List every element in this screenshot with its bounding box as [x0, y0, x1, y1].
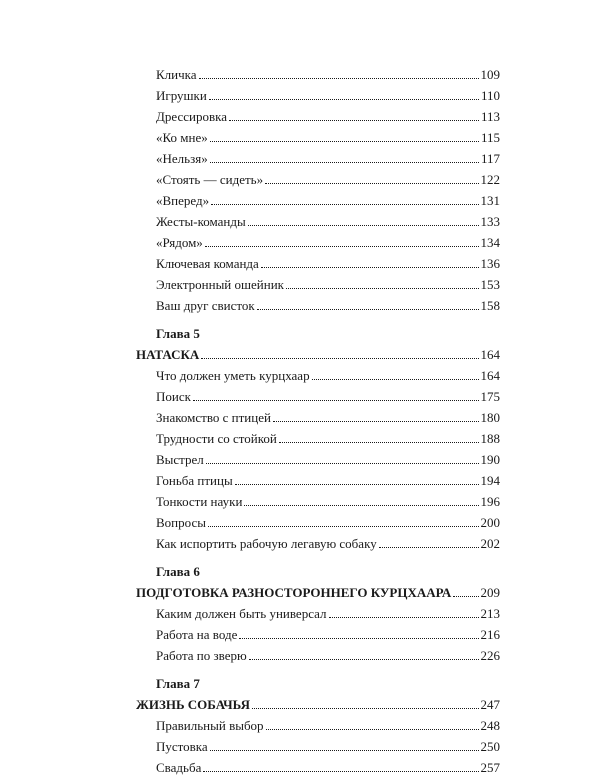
toc-page-number: 213 [480, 606, 500, 621]
toc-part-row [0, 344, 600, 365]
chapter-label: Глава 5 [156, 326, 200, 341]
chapter-label: Глава 6 [156, 564, 200, 579]
dot-leader [193, 400, 479, 401]
toc-page-number: 122 [480, 172, 500, 187]
toc-entry-title: Тонкости науки [156, 494, 243, 509]
toc-entry-row [0, 274, 600, 295]
toc-entry-title: Жесты-команды [156, 214, 246, 229]
chapter-label: Глава 7 [156, 676, 200, 691]
toc-part-row [0, 694, 600, 715]
toc-entry-row [0, 645, 600, 666]
toc-entry-row [0, 190, 600, 211]
toc-page-number: 136 [480, 256, 500, 271]
toc-page-number: 175 [480, 389, 500, 404]
section-gap [0, 316, 600, 323]
chapter-heading [0, 323, 600, 344]
toc-entry-row [0, 232, 600, 253]
section-gap [0, 554, 600, 561]
toc-entry-title: Трудности со стойкой [156, 431, 277, 446]
toc-page-number: 188 [480, 431, 500, 446]
dot-leader [229, 120, 479, 121]
toc-entry-row [0, 295, 600, 316]
toc-page-number: 200 [480, 515, 500, 530]
dot-leader [235, 484, 479, 485]
toc-page-number: 194 [480, 473, 500, 488]
toc-entry-row [0, 757, 600, 778]
toc-page-number: 131 [480, 193, 500, 208]
dot-leader [286, 288, 479, 289]
toc-page-number: 250 [480, 739, 500, 754]
toc-entry-row [0, 169, 600, 190]
dot-leader [265, 183, 478, 184]
toc-page-number: 134 [480, 235, 500, 250]
dot-leader [279, 442, 479, 443]
toc-entry-row [0, 603, 600, 624]
toc-entry-title: Кличка [156, 67, 197, 82]
toc-entry-row [0, 624, 600, 645]
toc-page-number: 115 [480, 130, 500, 145]
dot-leader [244, 505, 478, 506]
dot-leader [239, 638, 478, 639]
dot-leader [379, 547, 479, 548]
toc-page-number: 248 [480, 718, 500, 733]
toc-entry-row [0, 470, 600, 491]
toc-page-number: 209 [480, 585, 500, 600]
dot-leader [206, 463, 479, 464]
toc-page-number: 158 [480, 298, 500, 313]
toc-page-number: 133 [480, 214, 500, 229]
toc-entry-title: ЖИЗНЬ СОБАЧЬЯ [136, 697, 250, 712]
toc-entry-title: Дрессировка [156, 109, 227, 124]
toc-page-number: 164 [480, 347, 500, 362]
dot-leader [261, 267, 479, 268]
toc-entry-title: Ключевая команда [156, 256, 259, 271]
toc-entry-row [0, 407, 600, 428]
toc-entry-title: Ваш друг свисток [156, 298, 255, 313]
dot-leader [209, 99, 479, 100]
toc-entry-title: Знакомство с птицей [156, 410, 271, 425]
toc-entry-row [0, 736, 600, 757]
dot-leader [248, 225, 479, 226]
toc-entry-row [0, 491, 600, 512]
toc-page-number: 190 [480, 452, 500, 467]
chapter-heading [0, 561, 600, 582]
toc-entry-title: «Ко мне» [156, 130, 208, 145]
toc-page-number: 202 [480, 536, 500, 551]
toc-entry-title: Гоньба птицы [156, 473, 233, 488]
dot-leader [210, 162, 479, 163]
chapter-heading [0, 673, 600, 694]
toc-page-number: 164 [480, 368, 500, 383]
section-gap [0, 666, 600, 673]
toc-page-number: 180 [480, 410, 500, 425]
toc-entry-title: Правильный выбор [156, 718, 264, 733]
dot-leader [199, 78, 479, 79]
toc-entry-title: Электронный ошейник [156, 277, 284, 292]
dot-leader [203, 771, 478, 772]
dot-leader [273, 421, 479, 422]
toc-entry-row [0, 449, 600, 470]
dot-leader [210, 750, 479, 751]
toc-entry-row [0, 253, 600, 274]
toc-page-number: 113 [480, 109, 500, 124]
toc-entry-title: Что должен уметь курцхаар [156, 368, 310, 383]
toc-entry-row [0, 428, 600, 449]
toc-entry-title: НАТАСКА [136, 347, 200, 362]
toc-entry-row [0, 148, 600, 169]
dot-leader [205, 246, 479, 247]
toc-page-number: 117 [480, 151, 500, 166]
toc-part-row [0, 582, 600, 603]
toc-entry-title: «Вперед» [156, 193, 210, 208]
toc-entry-title: «Рядом» [156, 235, 203, 250]
toc-entry-title: «Стоять — сидеть» [156, 172, 264, 187]
toc-entry-title: Каким должен быть универсал [156, 606, 327, 621]
dot-leader [252, 708, 479, 709]
toc-entry-title: «Нельзя» [156, 151, 208, 166]
toc-page-number: 196 [480, 494, 500, 509]
toc-page-number: 216 [480, 627, 500, 642]
toc-entry-title: Работа по зверю [156, 648, 247, 663]
toc-entry-row [0, 85, 600, 106]
toc-entry-title: Поиск [156, 389, 191, 404]
toc-entry-title: Пустовка [156, 739, 208, 754]
toc-page-number: 110 [480, 88, 500, 103]
dot-leader [266, 729, 479, 730]
dot-leader [257, 309, 479, 310]
toc-entry-row [0, 106, 600, 127]
toc-entry-title: Свадьба [156, 760, 202, 775]
dot-leader [249, 659, 479, 660]
toc-entry-title: Игрушки [156, 88, 207, 103]
toc-entry-row [0, 64, 600, 85]
dot-leader [201, 358, 478, 359]
toc-entry-row [0, 533, 600, 554]
toc-page-number: 153 [480, 277, 500, 292]
toc-entry-title: Работа на воде [156, 627, 238, 642]
dot-leader [210, 141, 479, 142]
toc-page-number: 257 [480, 760, 500, 775]
toc-page-number: 226 [480, 648, 500, 663]
dot-leader [329, 617, 479, 618]
toc-entry-title: Как испортить рабочую легавую собаку [156, 536, 377, 551]
toc-entry-row [0, 715, 600, 736]
toc-entry-row [0, 211, 600, 232]
table-of-contents [0, 64, 600, 778]
toc-entry-title: ПОДГОТОВКА РАЗНОСТОРОННЕГО КУРЦХААРА [136, 585, 452, 600]
toc-entry-row [0, 512, 600, 533]
dot-leader [208, 526, 479, 527]
dot-leader [453, 596, 478, 597]
toc-entry-row [0, 386, 600, 407]
toc-entry-title: Вопросы [156, 515, 206, 530]
toc-page-number: 247 [480, 697, 500, 712]
toc-page-number: 109 [480, 67, 500, 82]
dot-leader [312, 379, 479, 380]
toc-entry-row [0, 365, 600, 386]
toc-entry-row [0, 127, 600, 148]
dot-leader [211, 204, 478, 205]
toc-entry-title: Выстрел [156, 452, 204, 467]
